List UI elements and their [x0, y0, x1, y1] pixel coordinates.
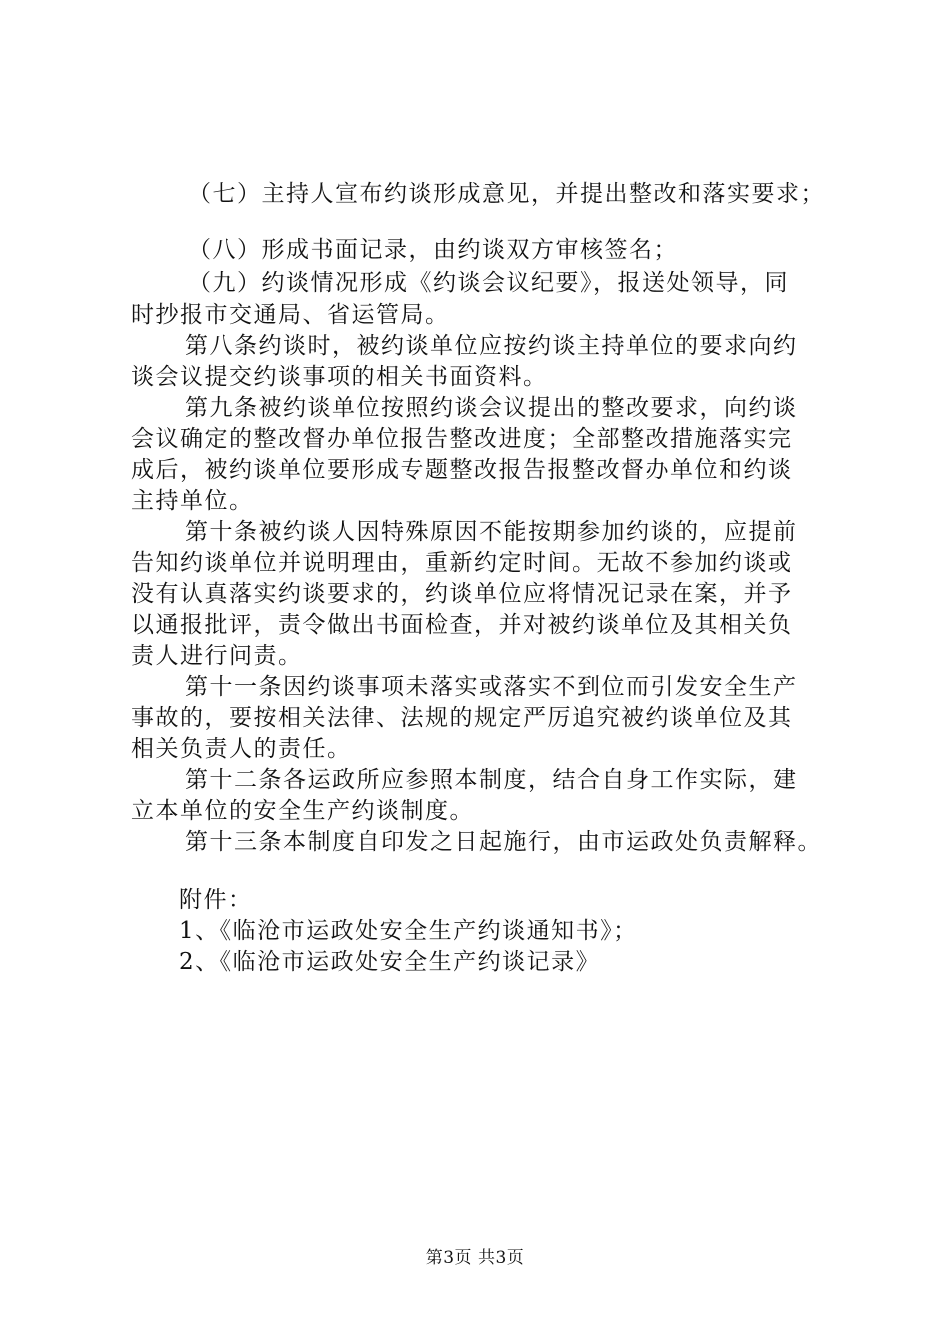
text-line: 时抄报市交通局、省运管局。 [131, 302, 450, 328]
attachment-heading: 附件： [179, 887, 253, 913]
text-line: 会议确定的整改督办单位报告整改进度；全部整改措施落实完 [131, 426, 793, 452]
text-line: （九）约谈情况形成《约谈会议纪要》，报送处领导，同 [188, 270, 789, 296]
attachment-item: 2、《临沧市运政处安全生产约谈记录》 [179, 949, 601, 975]
text-line: 主持单位。 [131, 488, 254, 514]
text-line: 立本单位的安全生产约谈制度。 [131, 798, 474, 824]
text-line: 第八条约谈时，被约谈单位应按约谈主持单位的要求向约 [185, 333, 798, 359]
attachment-item: 1、《临沧市运政处安全生产约谈通知书》； [179, 918, 638, 944]
text-line: （八）形成书面记录，由约谈双方审核签名； [188, 237, 678, 263]
text-line: 第十三条本制度自印发之日起施行，由市运政处负责解释。 [185, 829, 822, 855]
text-line: 告知约谈单位并说明理由，重新约定时间。无故不参加约谈或 [131, 550, 793, 576]
text-line: 责人进行问责。 [131, 643, 303, 669]
page-number-footer: 第3页 共3页 [425, 1248, 525, 1268]
text-line: 谈会议提交约谈事项的相关书面资料。 [131, 364, 548, 390]
text-line: 事故的，要按相关法律、法规的规定严厉追究被约谈单位及其 [131, 705, 793, 731]
text-line: 没有认真落实约谈要求的，约谈单位应将情况记录在案，并予 [131, 581, 793, 607]
text-line: 以通报批评，责令做出书面检查，并对被约谈单位及其相关负 [131, 612, 793, 638]
text-line: 第十条被约谈人因特殊原因不能按期参加约谈的，应提前 [185, 519, 798, 545]
text-line: 成后，被约谈单位要形成专题整改报告报整改督办单位和约谈 [131, 457, 793, 483]
text-line: 第十二条各运政所应参照本制度，结合自身工作实际，建 [185, 767, 798, 793]
text-line: （七）主持人宣布约谈形成意见，并提出整改和落实要求； [188, 181, 825, 207]
text-line: 相关负责人的责任。 [131, 736, 352, 762]
text-line: 第九条被约谈单位按照约谈会议提出的整改要求，向约谈 [185, 395, 798, 421]
text-line: 第十一条因约谈事项未落实或落实不到位而引发安全生产 [185, 674, 798, 700]
